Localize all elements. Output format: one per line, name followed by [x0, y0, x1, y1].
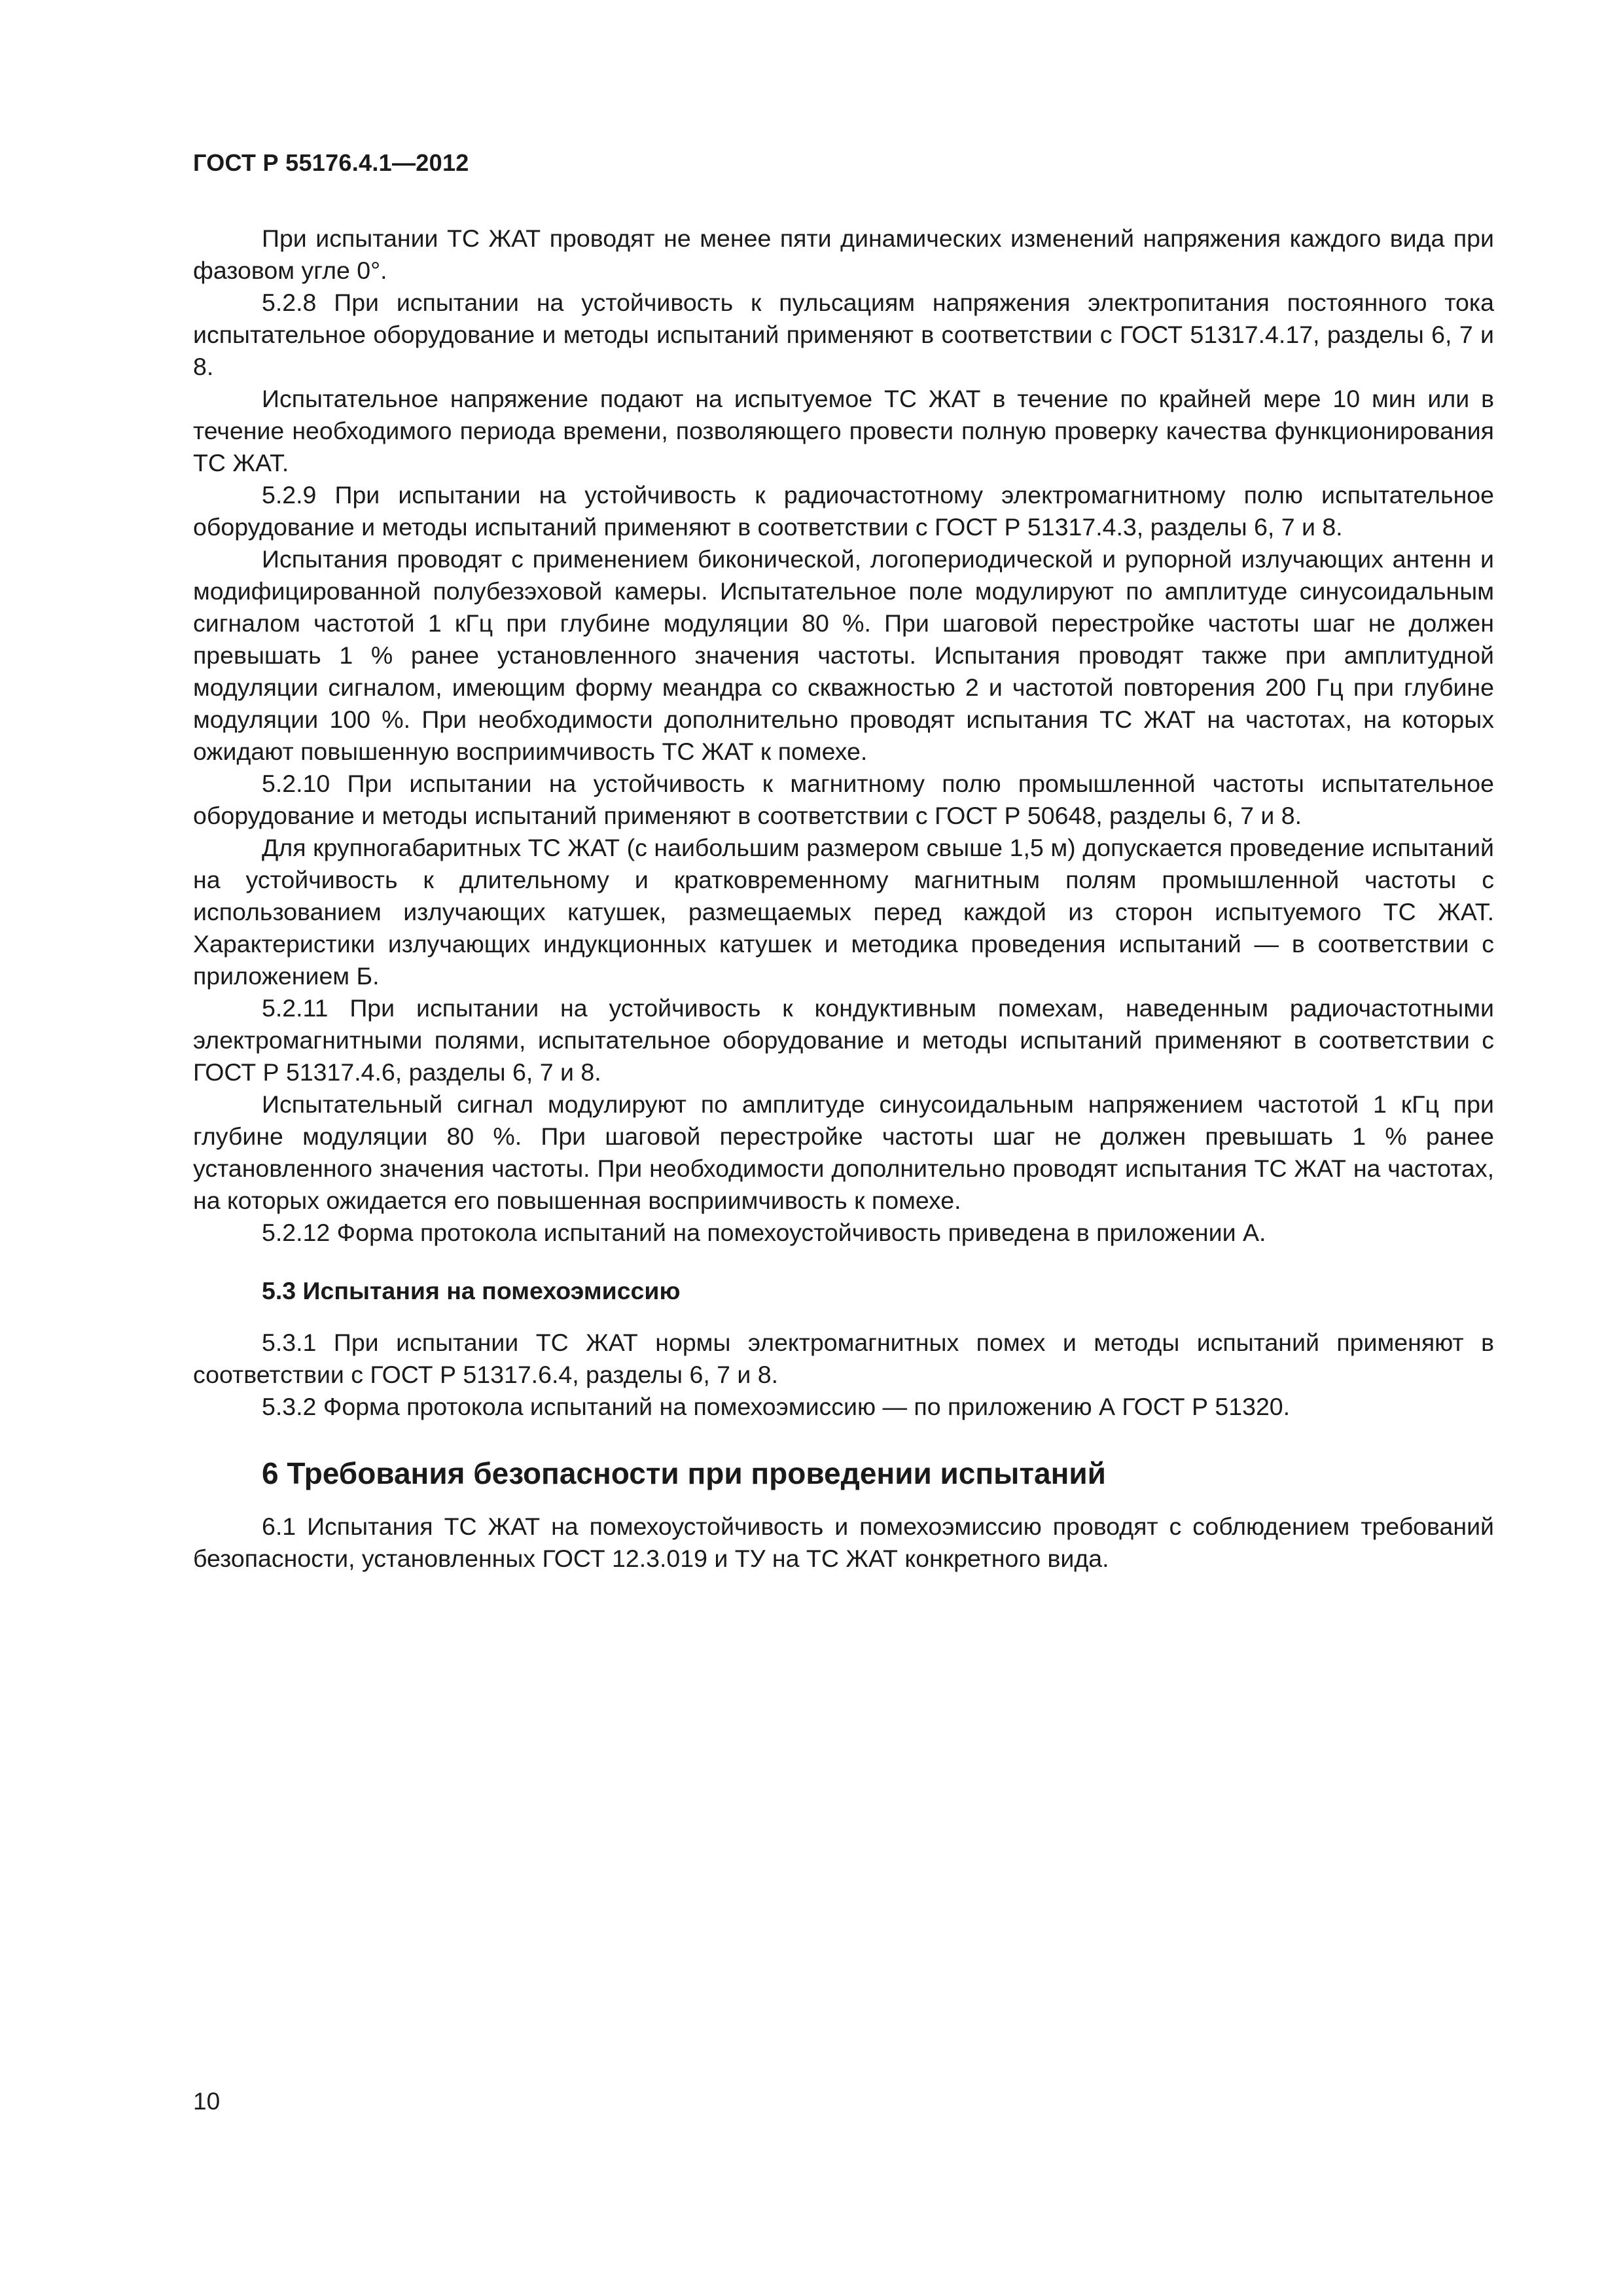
paragraph: Испытательный сигнал модулируют по амплитуде синусоидальным напряжением частотой 1 кГц при глубине модуляции 80 %. При шаговой перестройке частоты шаг не должен превышать 1 % ранее установленного значения частоты. При необходимости дополнительно проводят испытания ТС ЖАТ на частотах, на которых ожидается его повышенная восприимчивость к помехе.: [193, 1090, 1494, 1214]
paragraph-5-2-9: 5.2.9 При испытании на устойчивость к радиочастотному электромагнитному полю испытательное оборудование и методы испытаний применяют в соответствии с ГОСТ Р 51317.4.3, разделы 6, 7 и 8.: [193, 481, 1494, 541]
paragraph-5-3-1: 5.3.1 При испытании ТС ЖАТ нормы электромагнитных помех и методы испытаний применяют в соответствии с ГОСТ Р 51317.6.4, разделы 6, 7 и 8.: [193, 1329, 1494, 1388]
paragraph-5-2-11: 5.2.11 При испытании на устойчивость к кондуктивным помехам, наведенным радиочастотными электромагнитными полями, испытательное оборудование и методы испытаний применяют в соответствии с ГОСТ Р 51317.4.6, разделы 6, 7 и 8.: [193, 994, 1494, 1086]
document-header: ГОСТ Р 55176.4.1—2012: [193, 149, 469, 176]
document-body: [193, 223, 1494, 1575]
paragraph: Испытания проводят с применением биконической, логопериодической и рупорной излучающих антенн и модифицированной полубезэховой камеры. Испытательное поле модулируют по амплитуде синусоидальным сигналом частотой 1 кГц при глубине модуляции 80 %. При шаговой перестройке частоты шаг не должен превышать 1 % ранее установленного значения частоты. Испытания проводят также при амплитудной модуляции сигналом, имеющим форму меандра со скважностью 2 и частотой повторения 200 Гц при глубине модуляции 100 %. При необходимости дополнительно проводят испытания ТС ЖАТ на частотах, на которых ожидают повышенную восприимчивость ТС ЖАТ к помехе.: [193, 545, 1494, 765]
paragraph-5-2-12: 5.2.12 Форма протокола испытаний на помехоустойчивость приведена в приложении А.: [262, 1219, 1266, 1246]
subsection-heading-5-3: 5.3 Испытания на помехоэмиссию: [262, 1277, 681, 1304]
paragraph-5-3-2: 5.3.2 Форма протокола испытаний на помехоэмиссию — по приложению А ГОСТ Р 51320.: [262, 1393, 1291, 1420]
paragraph: Испытательное напряжение подают на испытуемое ТС ЖАТ в течение по крайней мере 10 мин или в течение необходимого периода времени, позволяющего провести полную проверку качества функционирования ТС ЖАТ.: [193, 385, 1494, 476]
page-number: 10: [193, 2088, 221, 2115]
section-heading-6: 6 Требования безопасности при проведении испытаний: [262, 1456, 1106, 1490]
paragraph: Для крупногабаритных ТС ЖАТ (с наибольшим размером свыше 1,5 м) допускается проведение испытаний на устойчивость к длительному и кратковременному магнитным полям промышленной частоты с использованием излучающих катушек, размещаемых перед каждой из сторон испытуемого ТС ЖАТ. Характеристики излучающих индукционных катушек и методика проведения испытаний — в соответствии с приложением Б.: [193, 834, 1494, 990]
paragraph: При испытании ТС ЖАТ проводят не менее пяти динамических изменений напряжения каждого вида при фазовом угле 0°.: [193, 224, 1494, 284]
paragraph-5-2-8: 5.2.8 При испытании на устойчивость к пульсациям напряжения электропитания постоянного тока испытательное оборудование и методы испытаний применяют в соответствии с ГОСТ 51317.4.17, разделы 6, 7 и 8.: [193, 289, 1494, 380]
paragraph-6-1: 6.1 Испытания ТС ЖАТ на помехоустойчивость и помехоэмиссию проводят с соблюдением требований безопасности, установленных ГОСТ 12.3.019 и ТУ на ТС ЖАТ конкретного вида.: [193, 1513, 1494, 1572]
paragraph-5-2-10: 5.2.10 При испытании на устойчивость к магнитному полю промышленной частоты испытательное оборудование и методы испытаний применяют в соответствии с ГОСТ Р 50648, разделы 6, 7 и 8.: [193, 770, 1494, 829]
